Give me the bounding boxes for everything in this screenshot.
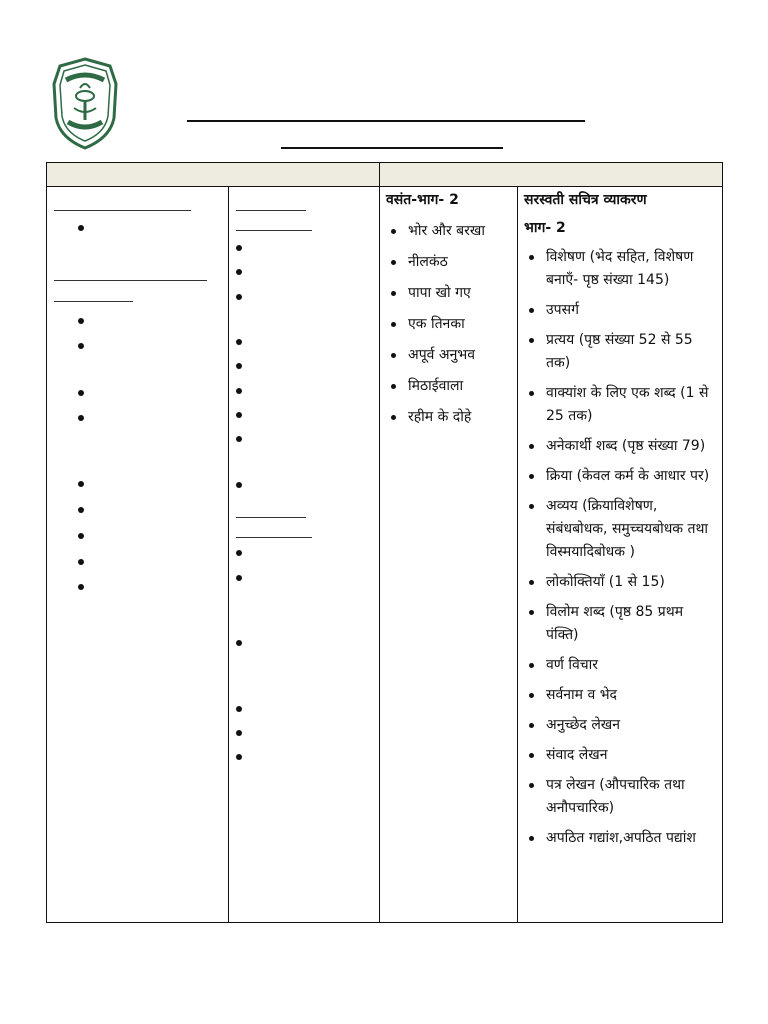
list-item: वाक्यांश के लिए एक शब्द (1 से 25 तक) xyxy=(524,382,720,428)
column-divider xyxy=(379,187,380,922)
bullet xyxy=(236,706,242,712)
bullet xyxy=(236,436,242,442)
bullet xyxy=(236,754,242,760)
list-item: उपसर्ग xyxy=(524,299,720,322)
header-cell-left xyxy=(47,163,380,187)
bullet xyxy=(78,415,84,421)
bullet xyxy=(78,318,84,324)
title-underline-2 xyxy=(281,147,503,149)
vasant-list xyxy=(386,220,514,428)
blank-heading-line xyxy=(236,537,312,538)
column-divider xyxy=(228,187,229,922)
list-item: नीलकंठ xyxy=(386,251,514,273)
list-item: प्रत्यय (पृष्ठ संख्या 52 से 55 तक) xyxy=(524,329,720,375)
blank-heading-line xyxy=(236,517,306,518)
bullet xyxy=(78,343,84,349)
blank-heading-line xyxy=(54,301,133,302)
blank-heading-line xyxy=(236,230,312,231)
vyakaran-heading: सरस्वती सचित्र व्याकरण xyxy=(524,192,647,208)
bullet xyxy=(236,294,242,300)
list-item: सर्वनाम व भेद xyxy=(524,684,720,707)
bullet xyxy=(236,730,242,736)
bullet xyxy=(78,390,84,396)
bullet xyxy=(236,245,242,251)
list-item: रहीम के दोहे xyxy=(386,406,514,428)
list-item: पत्र लेखन (औपचारिक तथा अनौपचारिक) xyxy=(524,774,720,820)
blank-heading-line xyxy=(236,210,306,211)
bullet xyxy=(236,550,242,556)
list-item: मिठाईवाला xyxy=(386,375,514,397)
list-item: लोकोक्तियाँ (1 से 15) xyxy=(524,571,720,594)
list-item: अनुच्छेद लेखन xyxy=(524,714,720,737)
bullet xyxy=(78,481,84,487)
title-underline-1 xyxy=(187,120,585,122)
list-item: अव्यय (क्रियाविशेषण, संबंधबोधक, समुच्चयबोधक तथा विस्मयादिबोधक ) xyxy=(524,495,720,564)
header-cell-right xyxy=(380,163,722,187)
list-item: विशेषण (भेद सहित, विशेषण बनाएँ- पृष्ठ संख्या 145) xyxy=(524,246,720,292)
vasant-column xyxy=(386,189,514,428)
bullet xyxy=(236,388,242,394)
bullet xyxy=(78,584,84,590)
vyakaran-column xyxy=(524,189,720,850)
syllabus-table xyxy=(46,162,723,923)
list-item: भोर और बरखा xyxy=(386,220,514,242)
bullet xyxy=(236,269,242,275)
blank-heading-line xyxy=(54,210,191,211)
list-item: अपठित गद्यांश,अपठित पद्यांश xyxy=(524,827,720,850)
list-item: अपूर्व अनुभव xyxy=(386,344,514,366)
blank-heading-line xyxy=(54,280,207,281)
bullet xyxy=(236,412,242,418)
vyakaran-subheading: भाग- 2 xyxy=(524,220,566,236)
list-item: वर्ण विचार xyxy=(524,654,720,677)
bullet xyxy=(78,533,84,539)
vasant-heading: वसंत-भाग- 2 xyxy=(386,192,459,208)
bullet xyxy=(78,225,84,231)
bullet xyxy=(236,363,242,369)
list-item: एक तिनका xyxy=(386,313,514,335)
list-item: अनेकार्थी शब्द (पृष्ठ संख्या 79) xyxy=(524,435,720,458)
list-item: क्रिया (केवल कर्म के आधार पर) xyxy=(524,465,720,488)
list-item: पापा खो गए xyxy=(386,282,514,304)
vyakaran-list xyxy=(524,246,720,850)
bullet xyxy=(78,559,84,565)
school-crest-logo xyxy=(50,56,120,150)
list-item: संवाद लेखन xyxy=(524,744,720,767)
bullet xyxy=(236,339,242,345)
bullet xyxy=(236,640,242,646)
bullet xyxy=(236,482,242,488)
bullet xyxy=(78,507,84,513)
bullet xyxy=(236,575,242,581)
column-divider xyxy=(517,187,518,922)
list-item: विलोम शब्द (पृष्ठ 85 प्रथम पंक्ति) xyxy=(524,601,720,647)
